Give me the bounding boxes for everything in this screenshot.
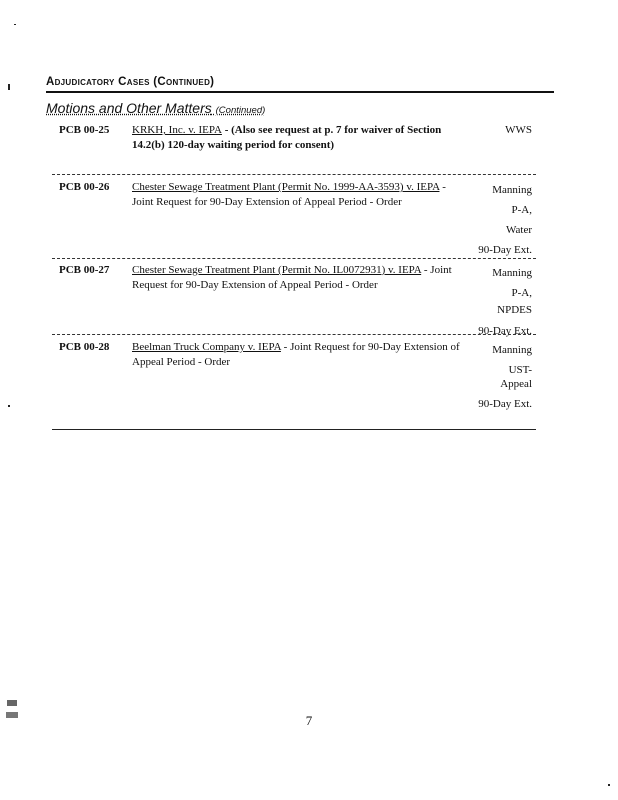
page-number: 7 (305, 713, 313, 728)
case-meta (478, 180, 532, 260)
case-description (132, 340, 464, 370)
row-divider (52, 258, 536, 259)
case-meta (505, 123, 532, 138)
case-number: PCB 00-27 (59, 264, 110, 276)
case-media: NPDES (497, 304, 532, 316)
case-number: PCB 00-28 (59, 341, 110, 353)
case-board-member: Manning (492, 184, 532, 196)
case-description (132, 123, 464, 153)
case-description (132, 180, 464, 210)
case-media: Water (506, 224, 532, 236)
case-detail: - (Also see request at p. 7 for waiver of Section 14.2(b) 120-day waiting period for consent) (132, 124, 442, 151)
case-detail: - Joint Request for 90-Day Extension of Appeal Period - Order (132, 341, 460, 368)
case-meta (478, 263, 532, 341)
case-type: UST-Appeal (500, 364, 532, 390)
case-action: 90-Day Ext. (478, 244, 532, 256)
scan-speck (8, 405, 10, 407)
case-type: P-A, (511, 204, 532, 216)
case-detail: - Joint Request for 90-Day Extension of Appeal Period - Order (132, 181, 446, 208)
row-divider (52, 174, 536, 175)
subheading-note: (Continued) (215, 105, 266, 116)
scan-speck (6, 712, 18, 718)
case-title: Chester Sewage Treatment Plant (Permit No. 1999-AA-3593) v. IEPA (132, 181, 440, 193)
case-detail: - Joint Request for 90-Day Extension of Appeal Period - Order (132, 264, 452, 291)
case-number: PCB 00-26 (59, 181, 110, 193)
heading-rule (46, 91, 554, 93)
case-number: PCB 00-25 (59, 124, 110, 136)
case-description (132, 263, 472, 293)
subheading-text: Motions and Other Matters (46, 100, 212, 116)
case-action: 90-Day Ext. (478, 325, 532, 337)
scan-speck (14, 24, 16, 25)
case-title: KRKH, Inc. v. IEPA (132, 124, 222, 136)
case-board-member: Manning (492, 344, 532, 356)
case-meta (478, 340, 532, 414)
scan-speck (608, 784, 610, 786)
row-divider (52, 429, 536, 430)
section-heading: Adjudicatory Cases (Continued) (46, 76, 215, 88)
row-divider (52, 334, 536, 335)
case-action: 90-Day Ext. (478, 398, 532, 410)
section-subheading (46, 100, 265, 116)
scan-speck (8, 84, 10, 90)
scan-speck (7, 700, 17, 706)
case-title: Beelman Truck Company v. IEPA (132, 341, 281, 353)
case-title: Chester Sewage Treatment Plant (Permit No. IL0072931) v. IEPA (132, 264, 422, 276)
case-type: P-A, (511, 287, 532, 299)
case-board-member: Manning (492, 267, 532, 279)
case-board-member: WWS (505, 124, 532, 136)
